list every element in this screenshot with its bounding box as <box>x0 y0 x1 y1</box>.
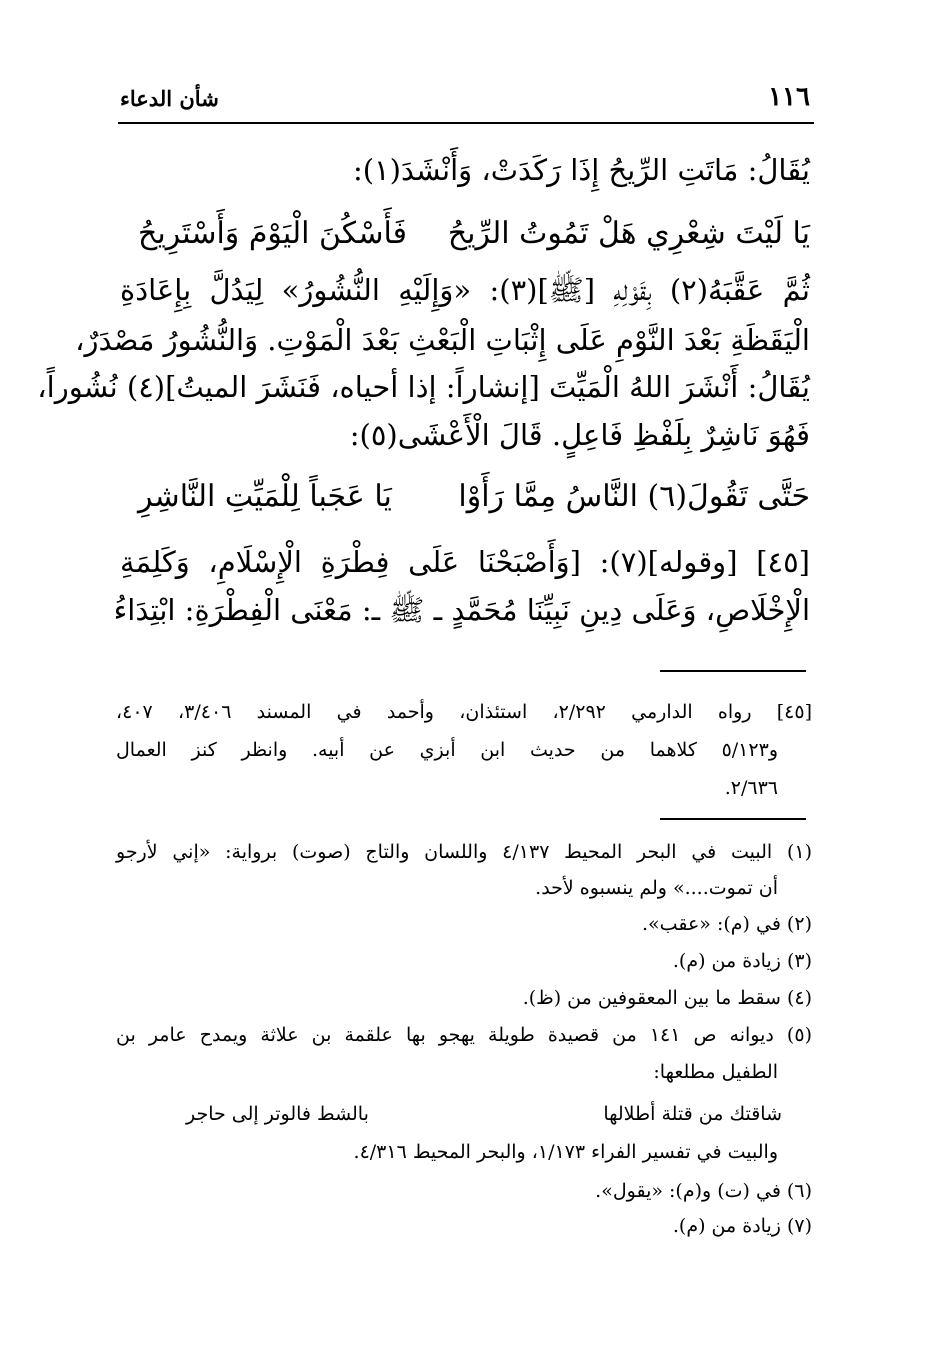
footnote-5-continued: والبيت في تفسير الفراء ١/١٧٣، والبحر المحيط ٤/٣١٦. <box>353 1141 778 1163</box>
verse-second-hemistich: يَا عَجَباً لِلْمَيِّتِ النَّاشِرِ <box>138 479 392 514</box>
footnote-4: (٤) سقط ما بين المعقوفين من (ظ). <box>522 987 812 1009</box>
verse-first-hemistich: شاقتك من قتلة أطلالها <box>603 1103 782 1125</box>
hadith-reference-line: و٥/١٢٣ كلاهما من حديث ابن أبزي عن أبيه. وانظر كنز العمال <box>116 739 778 761</box>
footnote-2: (٢) في (م): «عقب». <box>642 913 812 935</box>
page-number: ١١٦ <box>768 82 810 112</box>
footnote-7: (٧) زيادة من (م). <box>672 1215 812 1237</box>
hadith-reference-line: ٢/٦٣٦. <box>724 777 778 799</box>
hadith-reference-line: [٤٥] رواه الدارمي ٢/٢٩٢، استئذان، وأحمد في المسند ٣/٤٠٦، ٤٠٧، <box>116 701 813 723</box>
footnote-3: (٣) زيادة من (م). <box>672 950 812 972</box>
footnote-5-continued: الطفيل مطلعها: <box>653 1061 778 1083</box>
verse-second-hemistich: بالشط فالوتر إلى حاجر <box>186 1103 369 1125</box>
body-line: الْإِخْلَاصِ، وَعَلَى دِينِ نَبِيِّنَا مُحَمَّدٍ ـ ﷺ ـ: مَعْنَى الْفِطْرَةِ: ابْتِدَاءُ <box>113 593 810 627</box>
body-line: ثُمَّ عَقَّبَهُ(٢) بِقَوْلِهِ [ﷺ](٣): «وَإِلَيْهِ النُّشُورُ» لِيَدُلَّ بِإِعَادَةِ <box>120 273 810 307</box>
body-line: الْيَقَظَةِ بَعْدَ النَّوْمِ عَلَى إِثْبَاتِ الْبَعْثِ بَعْدَ الْمَوْتِ. وَالنُّشُورُ مَصْدَرٌ، <box>75 323 810 357</box>
poem-verse <box>120 212 810 256</box>
footnote-separator <box>660 670 806 672</box>
footnote-6: (٦) في (ت) و(م): «يقول». <box>595 1180 812 1202</box>
footnote-separator <box>660 818 806 820</box>
running-title: شأن الدعاء <box>120 86 219 111</box>
verse-first-hemistich: يَا لَيْتَ شِعْرِي هَلْ تَمُوتُ الرِّيحُ <box>447 216 810 251</box>
verse-second-hemistich: فَأَسْكُنَ الْيَوْمَ وَأَسْتَرِيحُ <box>138 216 407 251</box>
verse-first-hemistich: حَتَّى تَقُولَ(٦) النَّاسُ مِمَّا رَأَوْا <box>458 479 810 514</box>
body-line: يُقَالُ: أَنْشَرَ اللهُ الْمَيِّتَ [إنشاراً: إذا أحياه، فَنَشَرَ الميتُ](٤) نُشُوراً، <box>37 370 810 404</box>
body-line: فَهُوَ نَاشِرٌ بِلَفْظِ فَاعِلٍ. قَالَ الْأَعْشَى(٥): <box>349 418 810 452</box>
footnote-1-continued: أن تموت....» ولم ينسبوه لأحد. <box>535 877 778 899</box>
poem-verse <box>120 475 810 519</box>
page-header <box>120 82 810 116</box>
header-rule <box>118 122 814 124</box>
footnote-1: (١) البيت في البحر المحيط ٤/١٣٧ واللسان والتاج (صوت) برواية: «إني لأرجو <box>116 841 812 863</box>
body-line: يُقَالُ: مَاتَتِ الرِّيحُ إِذَا رَكَدَتْ، وَأَنْشَدَ(١): <box>352 153 810 187</box>
footnote-verse <box>186 1098 782 1130</box>
body-line: [٤٥] [وقوله](٧): [وَأَصْبَحْنَا عَلَى فِطْرَةِ الْإِسْلَامِ، وَكَلِمَةِ <box>120 545 810 579</box>
footnote-5: (٥) ديوانه ص ١٤١ من قصيدة طويلة يهجو بها علقمة بن علاثة ويمدح عامر بن <box>116 1024 812 1046</box>
